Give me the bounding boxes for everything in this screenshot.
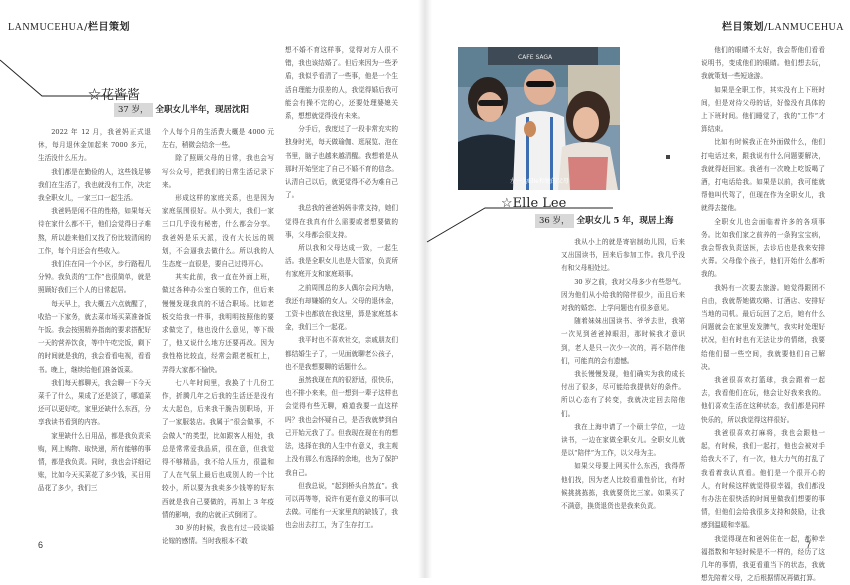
paragraph: 我爸妈是闲不住的性格，如果每天待在家什么都不干，他们会觉得日子难熬，所以趁来他们又找了份比较清闲的工作，每个月还会有些收入。 xyxy=(38,207,151,255)
paragraph: 但我总说，“起到桥头自然直”。我可以再等等，说许有更有意义的事可以去做。可能有一天家里真的缺钱了，我也会出去打工，为了生存打工。 xyxy=(285,481,398,530)
paragraph: 我们都是在勤俭的人，这些钱足够我们在生活了，我也就没有工作，决定我全职女儿，一家三口一起生活。 xyxy=(38,167,151,203)
paragraph: 除了照顾父母的日常，我也会写写公众号，把我们的日常生活记录下来。 xyxy=(162,154,274,189)
profile-subtitle xyxy=(535,214,673,226)
photo-caption: 左一为Elle和她的父母 xyxy=(510,178,569,185)
header-separator: / xyxy=(764,22,768,33)
paragraph: 我们住在同一个小区，步行路程几分钟。我负责的“工作”也很简单，就是照顾好我们三个人的日常起居。 xyxy=(38,260,151,295)
paragraph: 比如有时候我正在外面做什么，他们打电话过来，跟我说有什么问题要解决，我就得赶回家。我爸有一次晚上吃饭喝了酒，打电话给我。如果是以前，我可能就帮他叫代驾了，但现在作为全职女儿，我就得去接他。 xyxy=(701,138,825,213)
text-column-1 xyxy=(38,126,151,530)
page-header xyxy=(722,18,844,33)
paragraph: 之前周围总的多人偶尔会问为啥，我还有却嫌婚的女人。父母的退休金，工资卡也都放在我这里，算是家庭基本金，我们三个一起花。 xyxy=(285,283,398,332)
header-brand: LANMUCEHUA xyxy=(8,22,85,33)
profile-name: ☆Elle Lee xyxy=(501,196,567,211)
paragraph: 30 岁之前，我对父母多少有些怨气。因为他们从小给我的陪伴很少，而且后来对我的婚恋、上学问题也有很多意见。 xyxy=(561,277,685,313)
paragraph: 随着妹妹出国读书、爷爷去世，我第一次见到爸爸掉眼泪，那时候我才意识到，老人是只一次少一次的，再不陪伴他们，可能真的会有遗憾。 xyxy=(561,317,685,365)
photo-illustration xyxy=(458,47,620,190)
paragraph: 我平时也不喜欢社交，亲戚朋友们都结婚生子了，一见面就聊老公孩子，也不是我想要聊的话题什么。 xyxy=(285,336,398,371)
family-photo xyxy=(458,47,620,190)
paragraph: 所以我和父母达成一致，一起生活。我是全职女儿也是大管家，负责所有家庭开支和家庭琐事。 xyxy=(285,244,398,279)
text-column-5 xyxy=(701,44,825,583)
paragraph: 我在上海申请了一个硕士学位，一边读书，一边在家做全职女儿。全职女儿就是以“陪伴”为工作，以父母为主。 xyxy=(561,422,685,458)
text-column-4 xyxy=(561,236,685,536)
header-separator: / xyxy=(84,22,88,33)
paragraph: 我妈有一次要去旅游。她觉得跟团不自由，我就帮她做攻略、订酒店、安排好当地的司机。最后玩回了之后，她有什么问题就会在家里发发脾气，我实时处理好状况，但有时也有无法让步的情绪，我要给他们留一些空间，我就要他们自己解决。 xyxy=(701,283,825,371)
paragraph: 七八年时间里，我换了十几份工作，折腾几年之后我的生活还是没有太大起色，后来我干脆告别职场，开了一家服装店。我属于“很会做事，不会做人”的类型，比如跟客人相处，我总是常常爱我品质，很在意，但我觉得不够精品，我不给人压力，很温和了人在气氛上最后也成别人的一个比较小，所以要为我卖多少钱等的好东西就是我自己要做的，再加上 3 年疫情的影响，我的店就正式倒闭了。 xyxy=(162,378,274,519)
paragraph: 形成这样的家庭关系，也是因为家庭氛围很好。从小到大，我们一家三口几乎没有秘密，什么都会分享。我爸妈是乐天派，没有大长远的规划，不会逼我去做什么。所以我的人生态度一直很是，要自己过得开心。 xyxy=(162,194,274,269)
paragraph: 2022 年 12 月，我爸妈正式退休，每月退休金加起来 7000 多元，生活没什么压力。 xyxy=(38,128,151,163)
left-page xyxy=(0,0,425,578)
paragraph: 我爸很喜欢打麻将，我也会跟他一起，有时候，我们一起打，他也会被对手给我大不了，有一次，他大力气的打乱了我看着我认真看。他们是一个很开心的人，有时候这样就觉得很幸福，我们都没有办法在很快活的时间里做我们想要的事情，但他们会给我很多支持和鼓励，让我感到温暖和幸福。 xyxy=(701,428,825,530)
paragraph: 每天早上，我大概五六点就醒了，收拾一下家务，就去菜市场买菜准备饭午饭。我会按照精养指南的要求搭配好一天的营养饮食，等中午吃完饭，剩下的时间就是我的，我会看看电视，看看书。晚上，继续给他们准备饭菜。 xyxy=(38,299,151,374)
paragraph: 虽然我现在真的很舒适，很快乐，也不排小来来，但一想到一辈子这样也会觉得有些无聊，难道我要一直这样吗？我也会怀疑自己，是否我就梦到自己开始元我了了。但我现在现在有的想法，选择在我的人生中有意义，我主观上没有那么有选择的余地，也为了保护我自己。 xyxy=(285,376,398,477)
paragraph: 全职女儿也会面临着许多的各项事务。比如我们家之前养的一条狗宝宝病，我会帮我负责送医，去诊后也是我来安排火葬。父母像个孩子，他们开始什么都听我的。 xyxy=(701,217,825,279)
paragraph: 如果是全职工作，其实没有上下班时间，但是对待父母的话，好像没有具体的上下班时间。他们睡觉了，我的“工作”才算结束。 xyxy=(701,85,825,134)
text-column-2 xyxy=(162,126,274,546)
paragraph: 30 岁的时候，我也有过一段谈婚论嫁的感情。当时我根本不敢 xyxy=(162,524,274,546)
header-section: 栏目策划 xyxy=(722,22,764,33)
cafe-sign-text: CAFE SAGA xyxy=(518,54,553,61)
page-gutter xyxy=(418,0,432,578)
paragraph: 我爸很喜欢打篮球，我会跟着一起去，我看他们在玩，他会让好我来我的。他们喜欢生活在这种状态，我们都是同样快乐的，所以我觉得这样很好。 xyxy=(701,376,825,424)
profile-headline: 全职女儿半年，现居沈阳 xyxy=(155,105,250,115)
paragraph: 他们的眼睛不太好，我会帮他们看看说明书，变成他们的眼睛。他们想去玩，我就策划一些短途游。 xyxy=(701,46,825,81)
page-header xyxy=(8,18,130,33)
paragraph: 我从小上的就是寄宿制幼儿园，后来又出国读书，回来后参加工作。我几乎没有和父母相处过。 xyxy=(561,238,685,273)
paragraph: 个人每个月的生活费大概是 4000 元左右，稍微会结余一些。 xyxy=(162,128,274,150)
profile-age: 36 岁， xyxy=(535,214,574,228)
paragraph: 我们每天都聊天，我会聊一下今天菜千了什么，果成了还是淡了，哪道菜还可以更好吃，家里还缺什么东西，分享我读书看到的内容。 xyxy=(38,378,151,427)
profile-name: ☆花酱酱 xyxy=(88,88,141,103)
paragraph: 我觉得现在和爸妈住在一起，都种幸福指数和年轻时候是不一样的，经历了这几年的事情，我更看重当下的状态，我就想先陪着父母，之后根据情况再做打算。 xyxy=(701,534,825,583)
paragraph: 家里缺什么日用品，都是我负责采购，网上购物、取快递，所有能够的事情，都是我负责。同时，我也会详细记账，比如今天买菜花了多少钱，买日用品花了多少，我们三 xyxy=(38,431,151,493)
page-number: 6 xyxy=(38,540,44,550)
text-column-3 xyxy=(285,44,398,530)
header-brand: LANMUCEHUA xyxy=(767,22,844,33)
paragraph: 想不婚不育这样事，觉得对方人很不错，我也该结婚了。但后来因为一些矛盾，我似乎看清了一些事，他是一个生活自理能力很差的人，我觉得婚后我可能会有操不完的心，还要处理婆媳关系，想想就觉得没有未来。 xyxy=(285,46,398,121)
paragraph: 我总我的爸爸妈妈非常支持，她们觉得在我真有什么需要或者想要做的事，父母都会很支持。 xyxy=(285,204,398,239)
paragraph: 分手后，我度过了一段非常充实的独身时光，每天做瑜伽、逛展览、泡在书里，脑子也越来越清醒。我想着是从那时开始坚定了自己不婚不育的信念。认清自己以后，就更觉得不必为难自己了。 xyxy=(285,125,398,200)
margin-marker xyxy=(666,155,670,159)
paragraph: 其实此前，我一直在外面上班，做过各种办公室白领的工作，但后来慢慢发现我真的不适合职场。比如老板交给我一件事，我明明按照他的要求做完了，他也没什么意见，等下级了，他又说什么地方还要再改。因为我性格比较直，经常会跟老板杠上，弄得大家都不愉快。 xyxy=(162,273,274,374)
profile-subtitle xyxy=(114,103,249,115)
header-section: 栏目策划 xyxy=(87,22,130,33)
profile-headline: 全职女儿 5 年，现居上海 xyxy=(576,216,674,226)
profile-age: 37 岁， xyxy=(114,103,153,117)
page-number: 7 xyxy=(806,540,812,550)
paragraph: 如果父母要上网买什么东西，我得帮他们找，因为老人比较看重性价比，有时候挑挑拣拣，我就要货比三家。如果买了不满意，换货退货也是我来负责。 xyxy=(561,462,685,511)
paragraph: 我长慢慢发现，他们确实为我的成长付出了很多，尽可能给我提供好的条件。所以心态有了转变，我就决定回去陪他们。 xyxy=(561,370,685,418)
